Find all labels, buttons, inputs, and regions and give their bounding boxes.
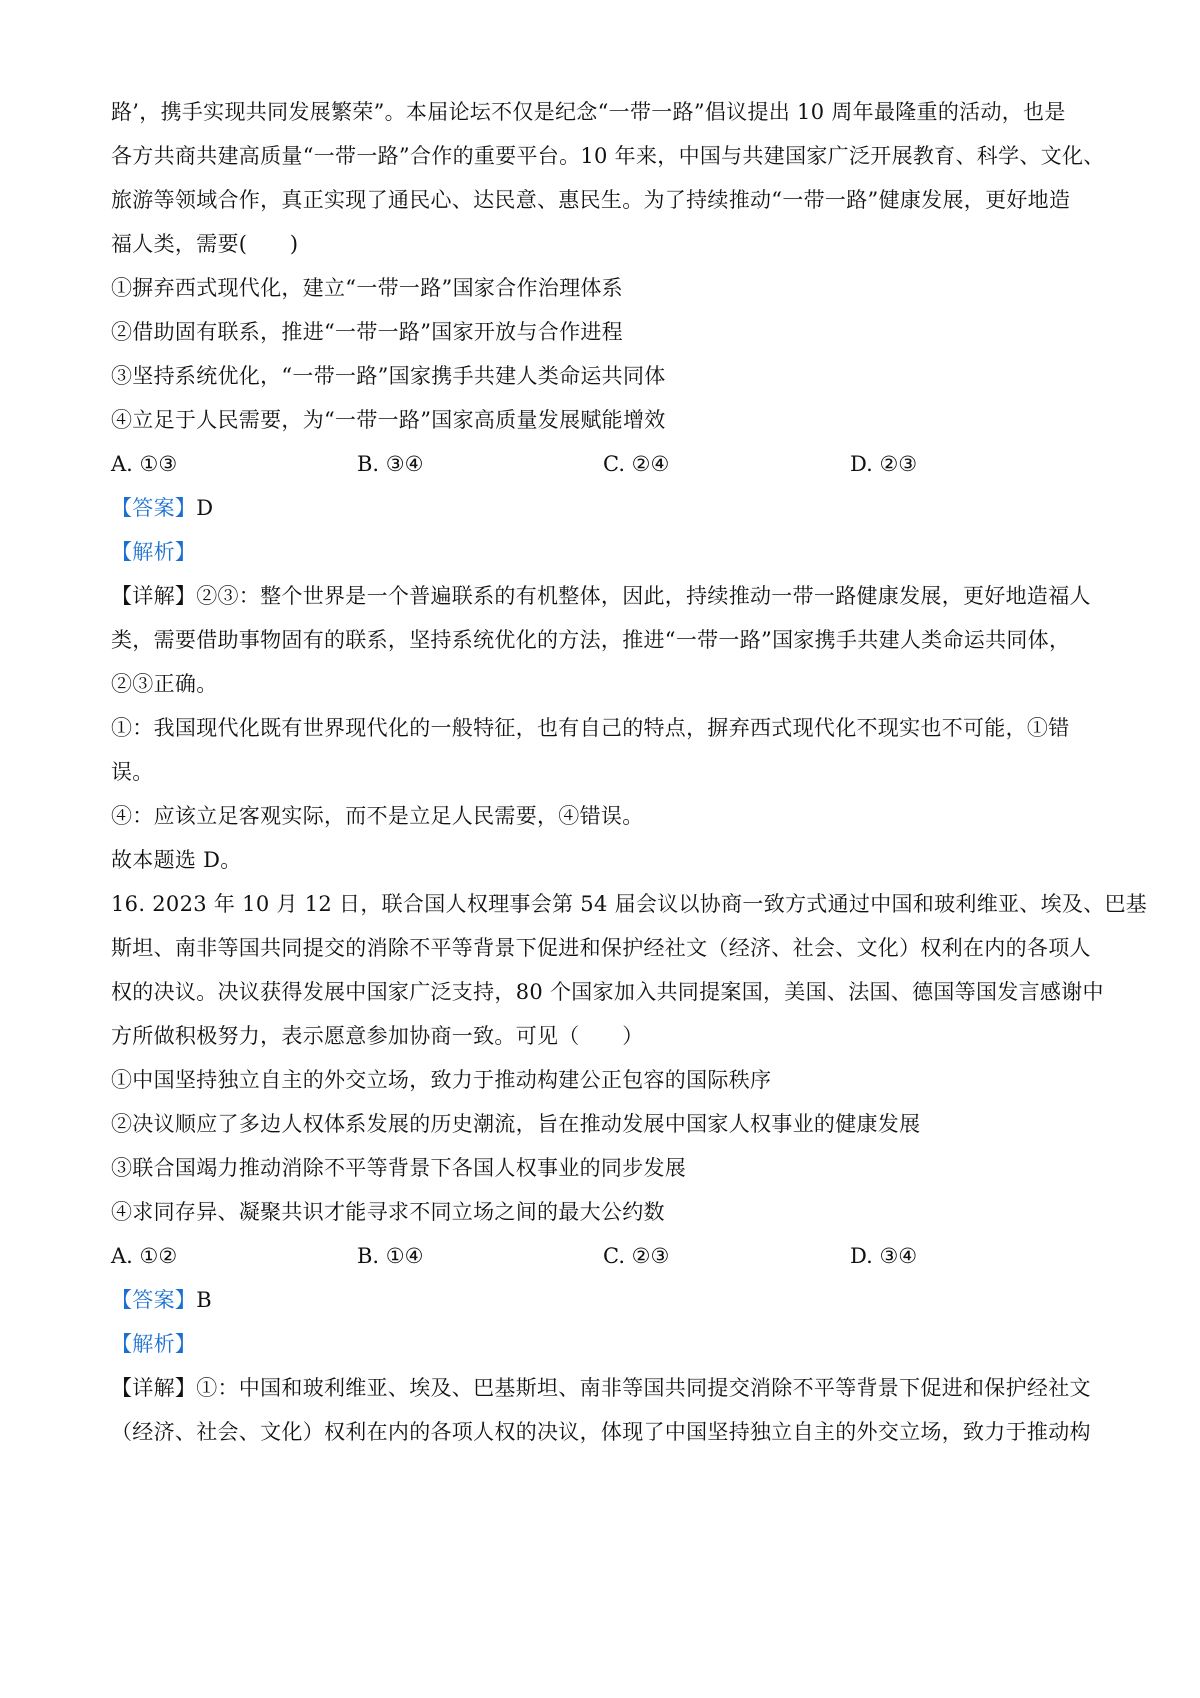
q15-statement-2: ②借助固有联系，推进“一带一路”国家开放与合作进程 xyxy=(111,320,623,344)
q16-statement-1: ①中国坚持独立自主的外交立场，致力于推动构建公正包容的国际秩序 xyxy=(111,1068,772,1092)
q16-answer xyxy=(111,1285,212,1315)
answer-tag: 【答案】 xyxy=(111,496,197,520)
q16-stem-line-3: 权的决议。决议获得发展中国家广泛支持，80 个国家加入共同提案国，美国、法国、德国等国发言感谢中 xyxy=(111,980,1104,1004)
q15-detail-line-1 xyxy=(111,581,1091,611)
detail-text: ①：中国和玻利维亚、埃及、巴基斯坦、南非等国共同提交消除不平等背景下促进和保护经社文 xyxy=(196,1376,1091,1400)
detail-tag: 【详解】 xyxy=(111,584,197,608)
q16-option-c: C. ②③ xyxy=(603,1244,670,1268)
q15-statement-1: ①摒弃西式现代化，建立“一带一路”国家合作治理体系 xyxy=(111,276,623,300)
detail-text: ②③：整个世界是一个普遍联系的有机整体，因此，持续推动一带一路健康发展，更好地造福人 xyxy=(196,584,1091,608)
q15-detail-line-7: 故本题选 D。 xyxy=(111,848,242,872)
q16-analysis xyxy=(111,1329,196,1359)
q15-stem-line-3: 旅游等领域合作，真正实现了通民心、达民意、惠民生。为了持续推动“一带一路”健康发展，更好地造 xyxy=(111,188,1071,212)
answer-value: D xyxy=(196,496,214,520)
q15-detail-line-3: ②③正确。 xyxy=(111,672,218,696)
q16-detail-line-1 xyxy=(111,1373,1091,1403)
q15-detail-line-2: 类，需要借助事物固有的联系，坚持系统优化的方法，推进“一带一路”国家携手共建人类命运共同体， xyxy=(111,628,1071,652)
q15-analysis xyxy=(111,537,196,567)
detail-tag: 【详解】 xyxy=(111,1376,197,1400)
q16-stem-line-1: 16. 2023 年 10 月 12 日，联合国人权理事会第 54 届会议以协商一致方式通过中国和玻利维亚、埃及、巴基 xyxy=(111,892,1148,916)
q15-stem-line-2: 各方共商共建高质量“一带一路”合作的重要平台。10 年来，中国与共建国家广泛开展教育、科学、文化、 xyxy=(111,144,1105,168)
q16-option-b: B. ①④ xyxy=(357,1244,424,1268)
q16-detail-line-2: （经济、社会、文化）权利在内的各项人权的决议，体现了中国坚持独立自主的外交立场，致力于推动构 xyxy=(111,1420,1091,1444)
answer-value: B xyxy=(196,1288,212,1312)
q16-statement-2: ②决议顺应了多边人权体系发展的历史潮流，旨在推动发展中国家人权事业的健康发展 xyxy=(111,1112,921,1136)
q15-option-c: C. ②④ xyxy=(603,452,670,476)
q16-statement-4: ④求同存异、凝聚共识才能寻求不同立场之间的最大公约数 xyxy=(111,1200,665,1224)
q16-stem-line-4: 方所做积极努力，表示愿意参加协商一致。可见（ ） xyxy=(111,1024,644,1048)
analysis-tag: 【解析】 xyxy=(111,1332,197,1356)
q15-detail-line-6: ④：应该立足客观实际，而不是立足人民需要，④错误。 xyxy=(111,804,644,828)
q15-answer xyxy=(111,493,213,523)
q15-stem-line-1: 路’，携手实现共同发展繁荣”。本届论坛不仅是纪念“一带一路”倡议提出 10 周年最隆重的活动，也是 xyxy=(111,100,1066,124)
q16-option-d: D. ③④ xyxy=(850,1244,918,1268)
answer-tag: 【答案】 xyxy=(111,1288,197,1312)
q15-stem-line-4: 福人类，需要( ) xyxy=(111,232,299,256)
q16-statement-3: ③联合国竭力推动消除不平等背景下各国人权事业的同步发展 xyxy=(111,1156,687,1180)
q15-detail-line-5: 误。 xyxy=(111,760,154,784)
q15-statement-4: ④立足于人民需要，为“一带一路”国家高质量发展赋能增效 xyxy=(111,408,666,432)
q15-option-a: A. ①③ xyxy=(111,452,178,476)
q16-option-a: A. ①② xyxy=(111,1244,178,1268)
q15-statement-3: ③坚持系统优化，“一带一路”国家携手共建人类命运共同体 xyxy=(111,364,666,388)
q15-option-d: D. ②③ xyxy=(850,452,918,476)
analysis-tag: 【解析】 xyxy=(111,540,197,564)
q16-stem-line-2: 斯坦、南非等国共同提交的消除不平等背景下促进和保护经社文（经济、社会、文化）权利在内的各项人 xyxy=(111,936,1091,960)
q15-detail-line-4: ①：我国现代化既有世界现代化的一般特征，也有自己的特点，摒弃西式现代化不现实也不可能，①错 xyxy=(111,716,1070,740)
q15-option-b: B. ③④ xyxy=(357,452,424,476)
